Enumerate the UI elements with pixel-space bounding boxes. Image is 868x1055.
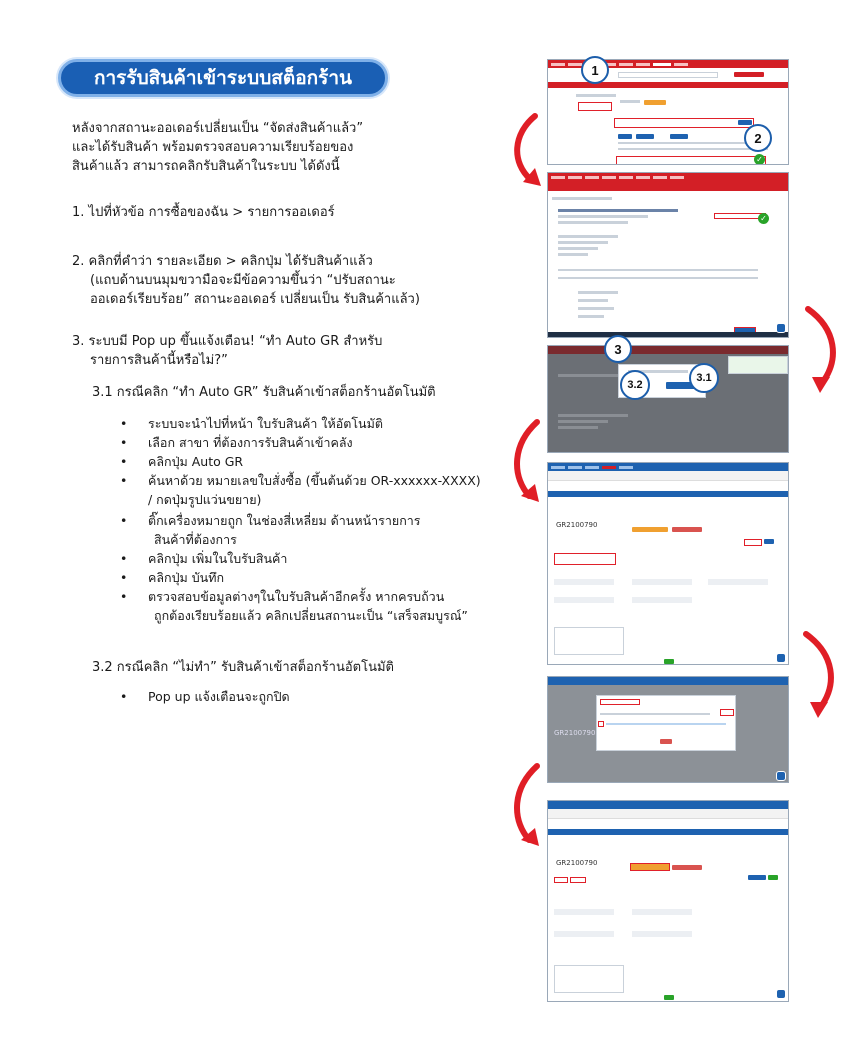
step-badge-2: 2 (744, 124, 772, 152)
screenshot-gr-search-popup (547, 676, 789, 783)
screenshot-gr-form (547, 462, 789, 665)
bullet-item: • ระบบจะนำไปที่หน้า ใบรับสินค้า ให้อัตโนมัติ (120, 416, 383, 431)
step-2-note-2: ออเดอร์เรียบร้อย” สถานะออเดอร์ เปลี่ยนเป็น รับสินค้าแล้ว) (90, 292, 420, 307)
step-badge-3-2: 3.2 (620, 370, 650, 400)
intro-line-2: และได้รับสินค้า พร้อมตรวจสอบความเรียบร้อยของ (72, 140, 354, 155)
check-icon: ✓ (754, 154, 765, 165)
step-2-note-1: (แถบด้านบนมุมขวามือจะมีข้อความขึ้นว่า “ปรับสถานะ (90, 273, 396, 288)
curved-arrow-icon (505, 762, 545, 852)
curved-arrow-icon (505, 112, 545, 192)
step-3-2: 3.2 กรณีคลิก “ไม่ทำ” รับสินค้าเข้าสต็อกร้านอัตโนมัติ (92, 660, 395, 675)
step-badge-1: 1 (581, 56, 609, 84)
bullet-item: • คลิกปุ่ม Auto GR (120, 454, 244, 469)
curved-arrow-icon (800, 305, 846, 395)
page-title: การรับสินค้าเข้าระบบสต็อกร้าน (58, 59, 388, 97)
bullet-item: • คลิกปุ่ม เพิ่มในใบรับสินค้า (120, 551, 288, 566)
bullet-item: • เลือก สาขา ที่ต้องการรับสินค้าเข้าคลัง (120, 435, 353, 450)
step-badge-3: 3 (604, 335, 632, 363)
step-1: 1. ไปที่หัวข้อ การซื้อของฉัน > รายการออเดอร์ (72, 205, 335, 220)
curved-arrow-icon (505, 418, 545, 508)
gr-number: GR2100790 (556, 859, 598, 867)
bullet-item-cont: / กดปุ่มรูปแว่นขยาย) (148, 492, 262, 507)
gr-number-bg: GR2100790 (554, 729, 596, 737)
curved-arrow-icon (798, 630, 844, 720)
intro-line-3: สินค้าแล้ว สามารถคลิกรับสินค้าในระบบ ได้ดังนี้ (72, 159, 340, 174)
screenshot-auto-gr-popup (547, 345, 789, 453)
check-icon: ✓ (758, 213, 769, 224)
gr-number: GR2100790 (556, 521, 598, 529)
step-3-cont: รายการสินค้านี้หรือไม่?” (90, 353, 228, 368)
bullet-item: • ตรวจสอบข้อมูลต่างๆในใบรับสินค้าอีกครั้ง หากครบถ้วน (120, 589, 445, 604)
bullet-item: • ค้นหาด้วย หมายเลขใบสั่งซื้อ (ขึ้นต้นด้วย OR-xxxxxx-XXXX) (120, 473, 481, 488)
step-3-1: 3.1 กรณีคลิก “ทำ Auto GR” รับสินค้าเข้าสต็อกร้านอัตโนมัติ (92, 385, 436, 400)
bullet-item-cont: สินค้าที่ต้องการ (154, 532, 237, 547)
step-2: 2. คลิกที่คำว่า รายละเอียด > คลิกปุ่ม ได้รับสินค้าแล้ว (72, 254, 373, 269)
bullet-item-cont: ถูกต้องเรียบร้อยแล้ว คลิกเปลี่ยนสถานะเป็น “เสร็จสมบูรณ์” (154, 608, 468, 623)
bullet-item: • คลิกปุ่ม บันทึก (120, 570, 225, 585)
step-3: 3. ระบบมี Pop up ขึ้นแจ้งเตือน! “ทำ Auto GR สำหรับ (72, 334, 383, 349)
screenshot-order-detail (547, 172, 789, 338)
screenshot-gr-complete (547, 800, 789, 1002)
bullet-item: • Pop up แจ้งเตือนจะถูกปิด (120, 689, 290, 704)
intro-line-1: หลังจากสถานะออเดอร์เปลี่ยนเป็น “จัดส่งสินค้าแล้ว” (72, 121, 364, 136)
bullet-item: • ติ๊กเครื่องหมายถูก ในช่องสี่เหลี่ยม ด้านหน้ารายการ (120, 513, 421, 528)
step-badge-3-1: 3.1 (689, 363, 719, 393)
